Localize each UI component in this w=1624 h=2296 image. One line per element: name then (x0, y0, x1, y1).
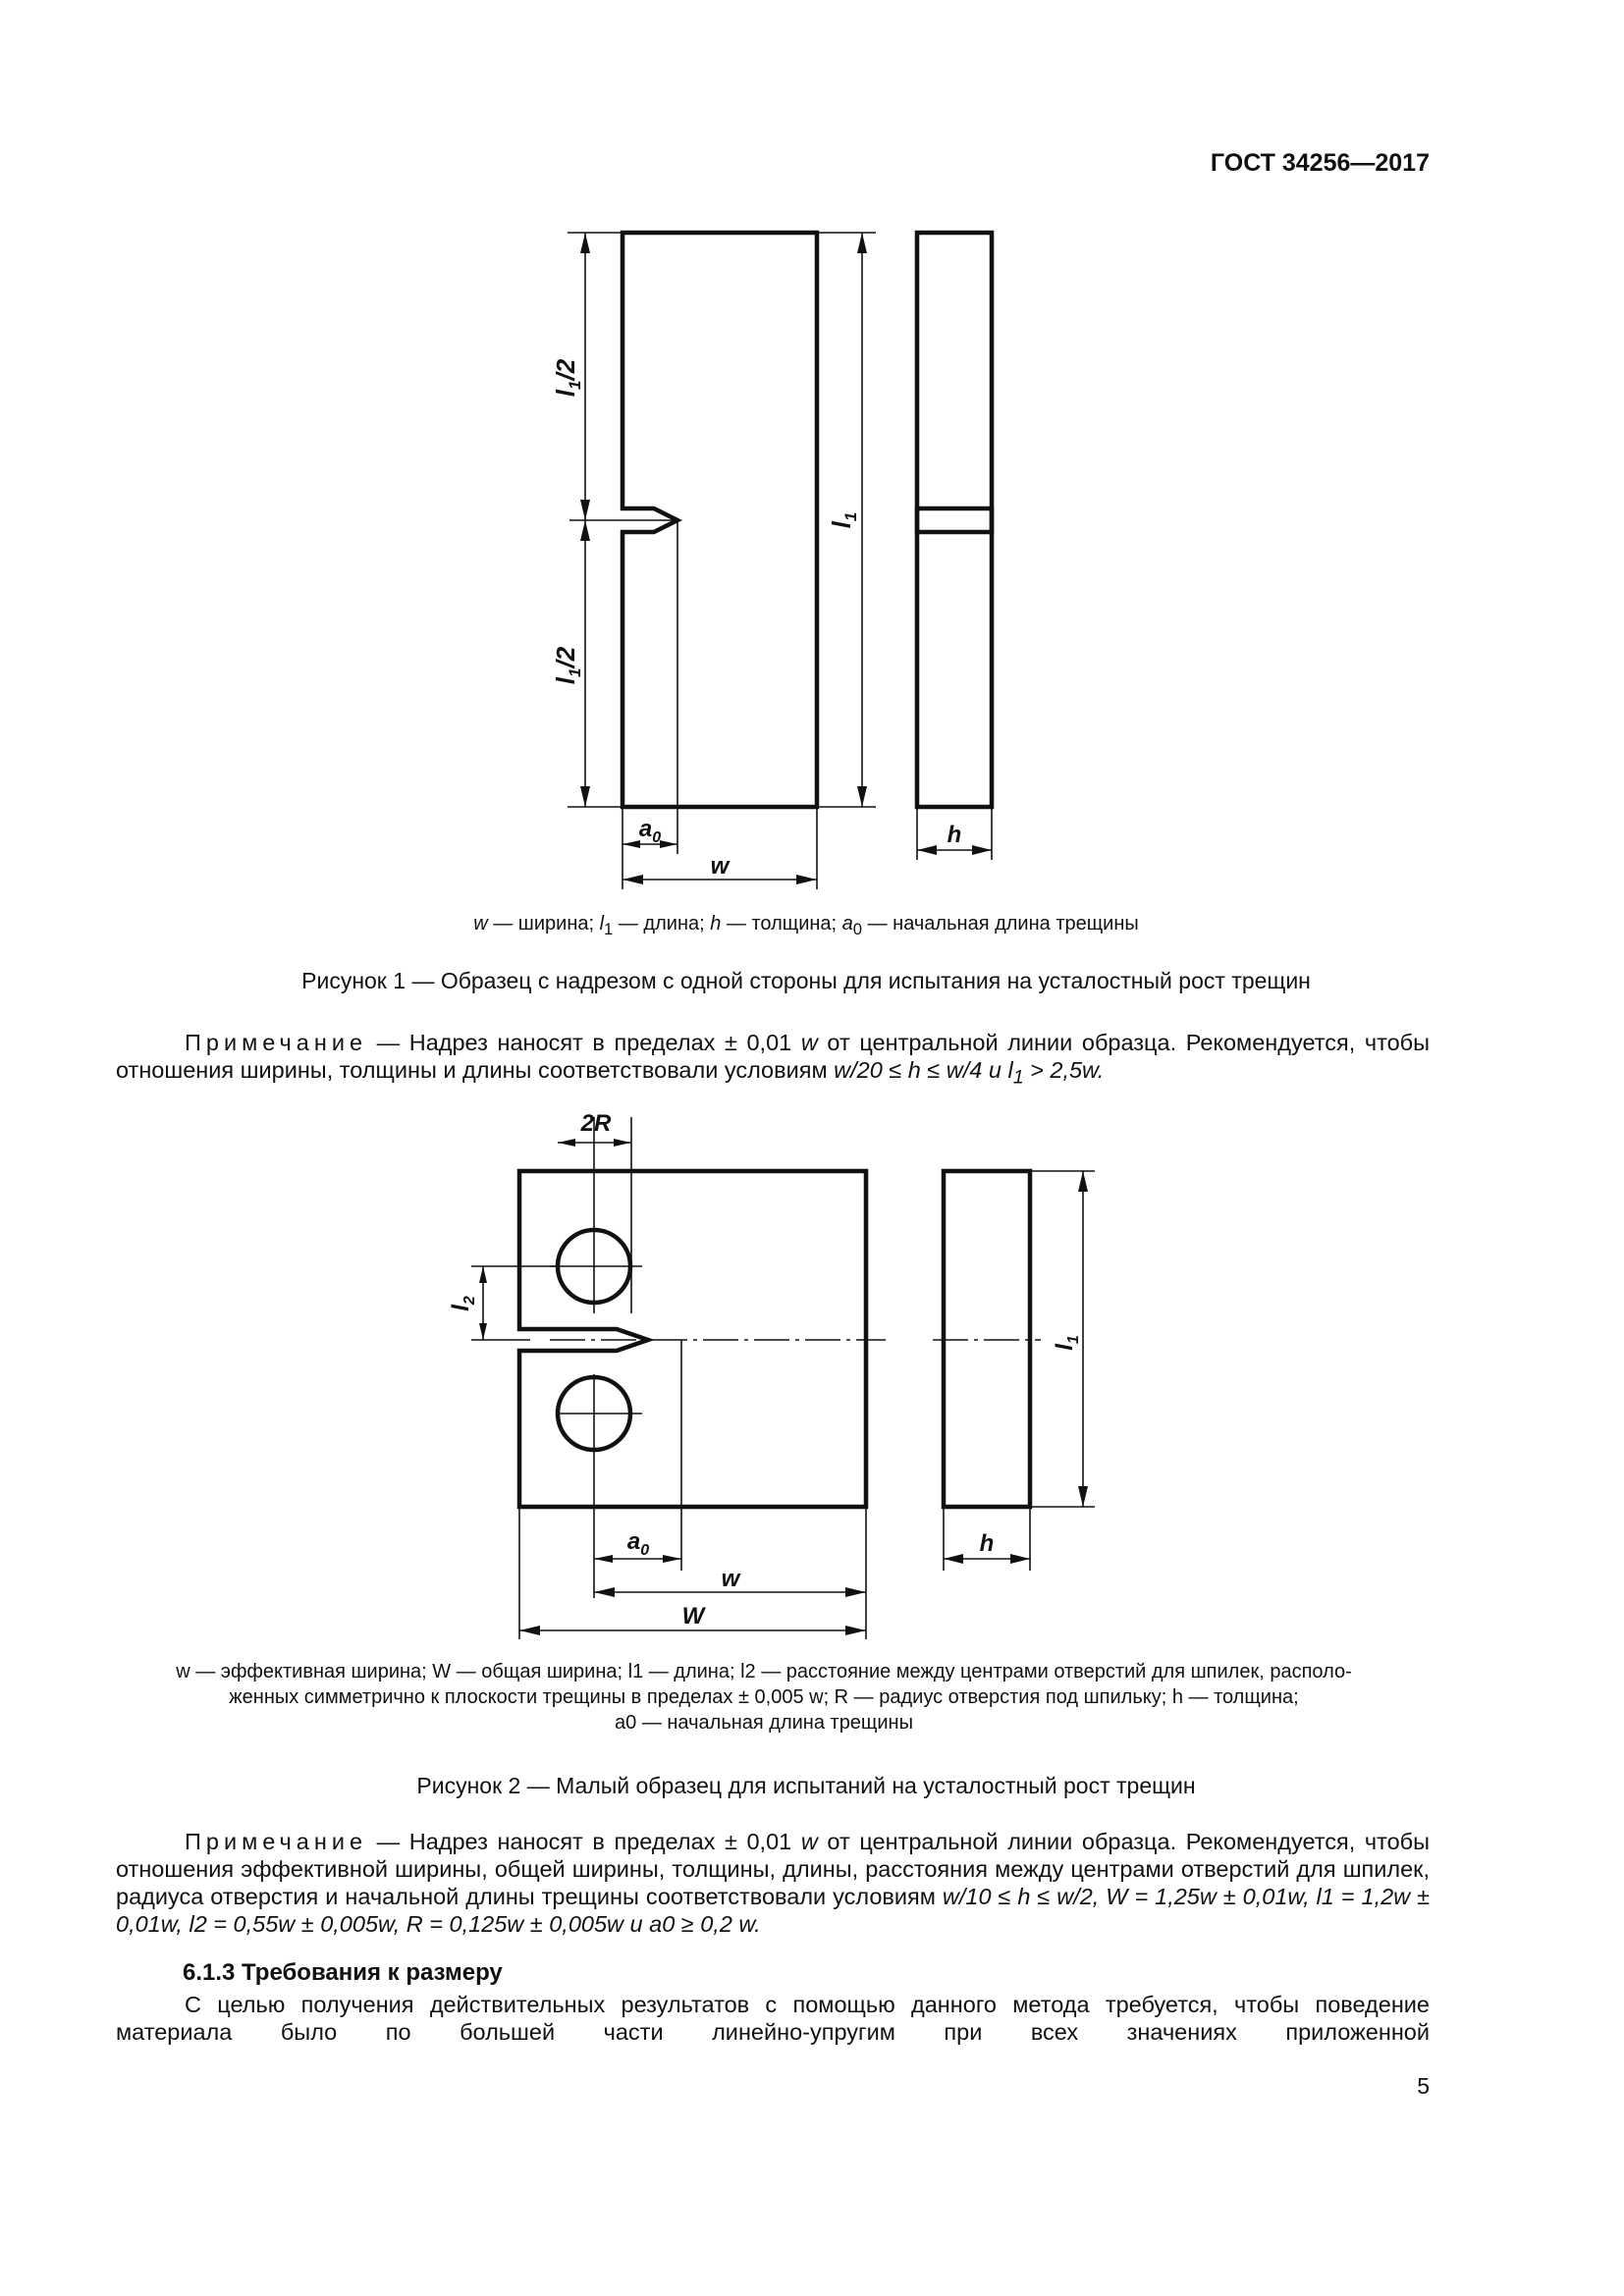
fig1-label-half-length-bottom: $l_1/2$ (551, 646, 584, 685)
figure-2-caption: Рисунок 2 — Малый образец для испытаний на усталостный рост трещин (416, 1773, 1196, 1798)
section-heading: 6.1.3 Требования к размеру (183, 1959, 503, 1986)
fig2-label-length: $l_1$ (1052, 1335, 1082, 1351)
fig2-length-dimension (1030, 1171, 1095, 1507)
section-paragraph: С целью получения действительных результатов с помощью данного метода требуется, чтобы поведение материала было по большей части линейно-упругим при всех значениях приложенной (116, 1992, 1430, 2045)
fig2-side-view (944, 1171, 1030, 1507)
note-label: Примечание (185, 1030, 368, 1055)
figure-1-note: Примечание — Надрез наносят в пределах ± 0,01 w от центральной линии образца. Рекомендуется, чтобы отношения ширины, толщины и длины соответствовали условиям w/20 ≤ h ≤ w/4 и $l_1 > 2,5w$. (116, 1030, 1430, 1089)
fig2-label-notch: $a_0$ (626, 1528, 650, 1559)
standard-code: ГОСТ 34256—2017 (1210, 149, 1430, 177)
figure-1-legend: w — ширина; $l_1$ — длина; h — толщина; $a_0$ — начальная длина трещины (473, 913, 1139, 938)
fig2-label-total-width: W (681, 1603, 705, 1629)
fig1-label-notch: $a_0$ (638, 816, 662, 846)
fig1-label-width: w (710, 853, 730, 880)
figure-1-caption: Рисунок 1 — Образец с надрезом с одной стороны для испытания на усталостный рост трещин (301, 968, 1311, 993)
legend-sym-w: w (473, 913, 488, 934)
fig1-side-notch-band (917, 508, 992, 532)
figure-2-legend: w — эффективная ширина; W — общая ширина; l1 — длина; l2 — расстояние между центрами отверстий для шпилек, располо- женных симметрично к плоскости трещины в пределах ± 0,005 w; R — радиус отверстия под шпильку; h — толщина; a0 — начальная длина трещины (176, 1661, 1352, 1734)
figure-2-drawing (0, 1099, 1624, 1659)
fig2-label-thickness: h (979, 1530, 995, 1557)
fig1-label-length: $l_1$ (827, 511, 860, 529)
fig1-label-half-length-top: $l_1/2$ (551, 358, 584, 398)
fig2-label-radius: 2R (580, 1110, 612, 1137)
figure-1-drawing (0, 0, 1624, 923)
page-number: 5 (1417, 2073, 1430, 2099)
fig1-label-thickness: h (947, 822, 962, 848)
figure-2-note: Примечание — Надрез наносят в пределах ± 0,01 w от центральной линии образца. Рекомендуется, чтобы отношения эффективной ширины, общей ширины, толщины, длины, расстояния между центрами отверстий для шпилек, радиуса отверстия и начальной длины трещины соответствовали условиям w/10 ≤ h ≤ w/2, W = 1,25w ± 0,01w, l1 = 1,2w ± 0,01w, l2 = 0,55w ± 0,005w, R = 0,125w ± 0,005w и a0 ≥ 0,2 w. (116, 1829, 1430, 1937)
fig2-specimen-outline (519, 1171, 866, 1507)
fig1-side-view (917, 233, 992, 807)
fig2-label-effective-width: w (721, 1566, 740, 1592)
fig2-label-pin-distance: $l_2$ (448, 1296, 478, 1311)
